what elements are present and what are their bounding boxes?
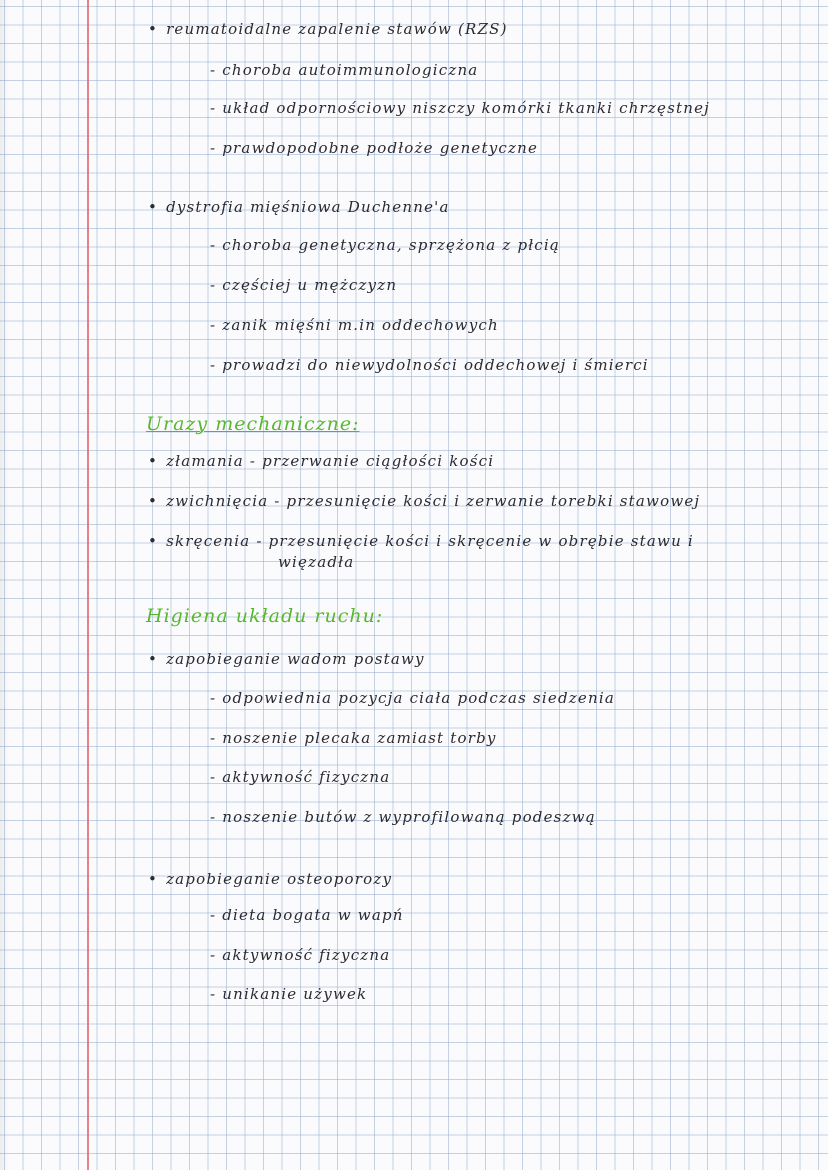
postawa-item-3: - aktywność fizyczna	[210, 768, 390, 786]
osteoporoza-item-3: - unikanie używek	[210, 985, 367, 1003]
urazy-item-3: • skręcenia - przesunięcie kości i skręcenie w obrębie stawu i	[148, 532, 694, 550]
rzs-item-3: - prawdopodobne podłoże genetyczne	[210, 139, 538, 157]
urazy-item-3-continued: więzadła	[278, 553, 355, 571]
dystrofia-item-4: - prowadzi do niewydolności oddechowej i śmierci	[210, 356, 649, 374]
postawa-title: • zapobieganie wadom postawy	[148, 650, 425, 668]
urazy-heading	[146, 413, 360, 435]
rzs-item-1: - choroba autoimmunologiczna	[210, 61, 478, 79]
urazy-item-1: • złamania - przerwanie ciągłości kości	[148, 452, 494, 470]
dystrofia-title: • dystrofia mięśniowa Duchenne'a	[148, 198, 450, 216]
urazy-heading-text: Urazy mechaniczne:	[146, 413, 360, 435]
osteoporoza-item-1: - dieta bogata w wapń	[210, 906, 404, 924]
paper-edge-shadow	[0, 0, 8, 1170]
dystrofia-item-2: - częściej u mężczyzn	[210, 276, 397, 294]
dystrofia-item-1: - choroba genetyczna, sprzężona z płcią	[210, 236, 560, 254]
higiena-heading: Higiena układu ruchu:	[146, 605, 384, 627]
osteoporoza-title: • zapobieganie osteoporozy	[148, 870, 392, 888]
rzs-item-2: - układ odpornościowy niszczy komórki tkanki chrzęstnej	[210, 99, 710, 117]
margin-line	[87, 0, 89, 1170]
postawa-item-1: - odpowiednia pozycja ciała podczas siedzenia	[210, 689, 615, 707]
osteoporoza-item-2: - aktywność fizyczna	[210, 946, 390, 964]
postawa-item-4: - noszenie butów z wyprofilowaną podeszwą	[210, 808, 596, 826]
urazy-item-2: • zwichnięcia - przesunięcie kości i zerwanie torebki stawowej	[148, 492, 700, 510]
dystrofia-item-3: - zanik mięśni m.in oddechowych	[210, 316, 499, 334]
rzs-title: • reumatoidalne zapalenie stawów (RZS)	[148, 20, 508, 38]
postawa-item-2: - noszenie plecaka zamiast torby	[210, 729, 497, 747]
